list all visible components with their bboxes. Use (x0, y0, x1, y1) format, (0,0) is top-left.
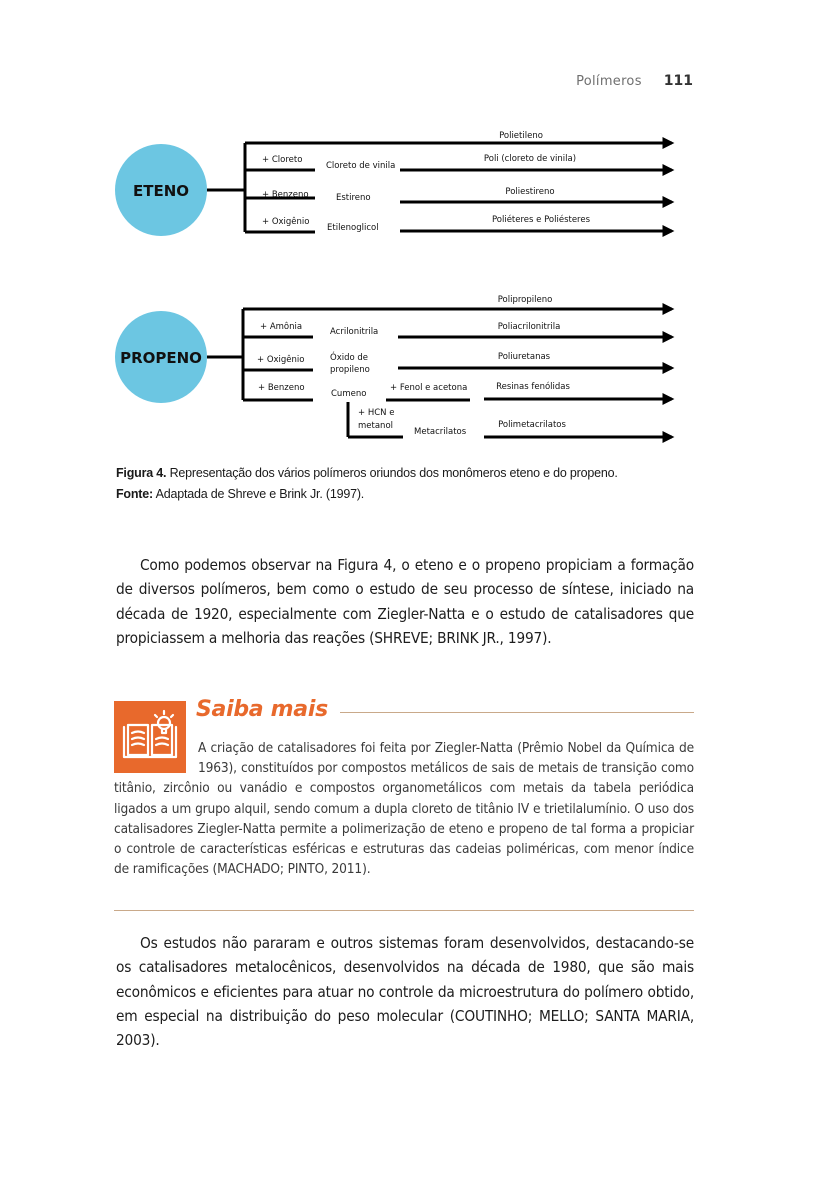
figure-4-diagram (0, 0, 827, 460)
eteno-reagent-3: + Oxigênio (262, 217, 310, 227)
propeno-label: PROPENO (120, 349, 202, 367)
propeno-sub-branch-product: Polimetacrilatos (498, 420, 566, 430)
caption-text: Representação dos vários polímeros oriundos dos monômeros eteno e do propeno. (166, 466, 618, 480)
caption-label: Figura 4. (116, 466, 167, 480)
eteno-product-1: Poli (cloreto de vinila) (483, 154, 577, 164)
propeno-direct-product: Polipropileno (497, 295, 553, 305)
section-title: Polímeros (576, 74, 642, 89)
eteno-direct-product: Polietileno (499, 131, 543, 141)
eteno-reagent-1: + Cloreto (262, 155, 303, 165)
propeno-product-3: Resinas fenólidas (496, 382, 570, 392)
propeno-product-1: Poliacrilonitrila (497, 322, 561, 332)
eteno-product-2: Poliestireno (505, 187, 555, 197)
propeno-intermediate-2a: Óxido de (330, 353, 369, 363)
saiba-mais-top-rule (340, 712, 694, 713)
eteno-product-3: Poliéteres e Poliésteres (491, 215, 591, 225)
propeno-sub-branch-reagent-b: metanol (358, 421, 394, 431)
propeno-reagent-1: + Amônia (260, 322, 303, 332)
propeno-reagent-2: + Oxigênio (257, 355, 305, 365)
propeno-intermediate-2b: propileno (330, 365, 370, 375)
saiba-mais-bottom-rule (114, 910, 694, 911)
eteno-diagram (115, 131, 672, 236)
propeno-sub-branch-reagent-a: + HCN e (358, 408, 395, 418)
propeno-sub-branch-intermediate: Metacrilatos (414, 427, 467, 437)
propeno-reagent-3: + Benzeno (258, 383, 305, 393)
body-paragraph-1: Como podemos observar na Figura 4, o eteno e o propeno propiciam a formação de diversos polímeros, bem como o estudo de seu processo de síntese, iniciado na década de 1920, especialmente com Ziegler-Natta e o estudo de catalisadores que propiciassem a melhoria das reações (SHREVE; BRINK JR., 1997). (116, 556, 694, 647)
propeno-product-2: Poliuretanas (497, 352, 551, 362)
propeno-sub-reagent-3: + Fenol e acetona (390, 383, 468, 393)
saiba-mais-text: A criação de catalisadores foi feita por Ziegler-Natta (Prêmio Nobel da Química de 1963), constituídos por compostos metálicos de sais de metais de transição como titânio, zircônio ou vanádio e compostos organometálicos com metais da tabela periódica ligados a um grupo alquil, sendo comum a dupla cloreto de titânio IV e trietilalumínio. O uso dos catalisadores Ziegler-Natta permite a polimerização de eteno e propeno de tal forma a propiciar o controle de características esféricas e estruturas das cadeias poliméricas, com menor índice de ramificações (MACHADO; PINTO, 2011). (114, 740, 694, 878)
eteno-intermediate-3: Etilenoglicol (327, 223, 379, 233)
figure-caption (116, 463, 706, 505)
saiba-mais-title: Saiba mais (196, 697, 328, 722)
propeno-intermediate-3: Cumeno (331, 389, 367, 399)
eteno-intermediate-1: Cloreto de vinila (326, 161, 396, 171)
propeno-intermediate-1: Acrilonitrila (330, 327, 379, 337)
page-number: 111 (663, 73, 693, 89)
eteno-label: ETENO (132, 182, 190, 200)
eteno-intermediate-2: Estireno (336, 193, 371, 203)
caption-source-text: Adaptada de Shreve e Brink Jr. (1997). (152, 487, 365, 501)
body-paragraph-2: Os estudos não pararam e outros sistemas foram desenvolvidos, destacando-se os catalisadores metalocênicos, desenvolvidos na década de 1980, que são mais econômicos e eficientes para atuar no controle da microestrutura do polímero obtido, em especial na distribuição do peso molecular (COUTINHO; MELLO; SANTA MARIA, 2003). (116, 934, 694, 1050)
eteno-reagent-2: + Benzeno (262, 190, 309, 200)
propeno-diagram (115, 295, 672, 437)
caption-source-label: Fonte: (116, 487, 153, 501)
